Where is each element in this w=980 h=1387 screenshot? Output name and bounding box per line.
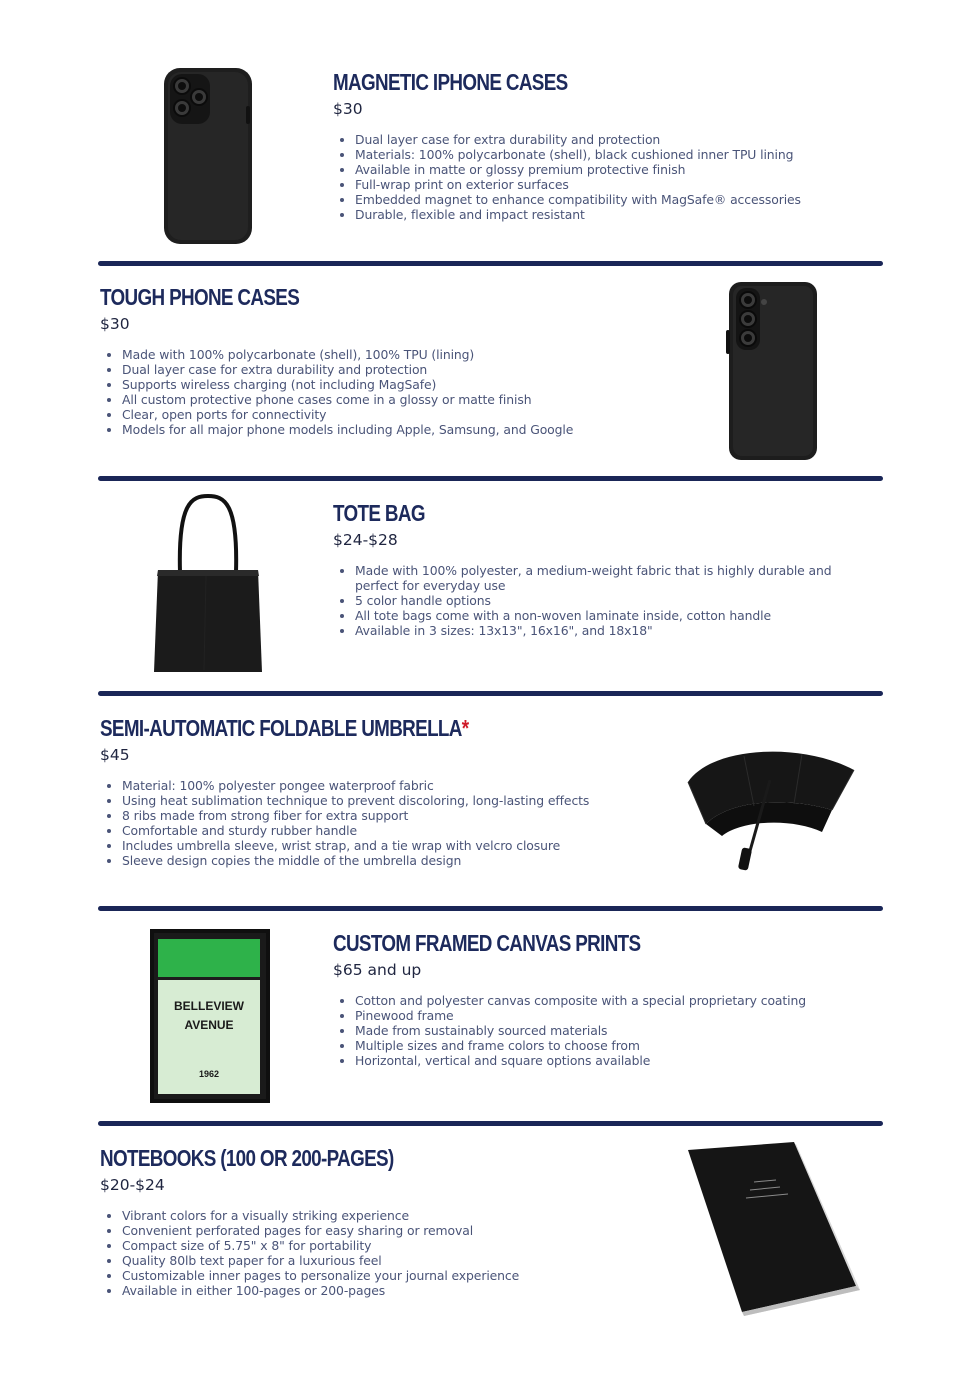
product-feature-list: [333, 563, 875, 638]
product-price: $20-$24: [100, 1176, 165, 1194]
product-title: TOUGH PHONE CASES: [100, 284, 300, 310]
feature-item: • Includes umbrella sleeve, wrist strap, and a tie wrap with velcro closure: [122, 838, 682, 853]
product-feature-list: [100, 347, 682, 437]
feature-item: • Made with 100% polycarbonate (shell), 100% TPU (lining): [122, 347, 682, 362]
feature-item: • Using heat sublimation technique to prevent discoloring, long-lasting effects: [122, 793, 682, 808]
section-divider: [98, 691, 883, 696]
feature-item: • Clear, open ports for connectivity: [122, 407, 682, 422]
tote-bag-image: [150, 492, 266, 674]
section-divider: [98, 1121, 883, 1126]
feature-item: • All tote bags come with a non-woven laminate inside, cotton handle: [355, 608, 875, 623]
feature-item: • 5 color handle options: [355, 593, 875, 608]
feature-item: • Available in 3 sizes: 13x13", 16x16", and 18x18": [355, 623, 875, 638]
product-title: MAGNETIC IPHONE CASES: [333, 69, 568, 95]
canvas-year: 1962: [198, 1069, 220, 1079]
footnote-marker: *: [461, 715, 469, 741]
product-title: CUSTOM FRAMED CANVAS PRINTS: [333, 930, 641, 956]
feature-item: • Materials: 100% polycarbonate (shell), black cushioned inner TPU lining: [355, 147, 875, 162]
product-feature-list: [100, 778, 682, 868]
product-feature-list: [100, 1208, 682, 1298]
canvas-line1: BELLEVIEW: [173, 999, 244, 1013]
product-title: TOTE BAG: [333, 500, 425, 526]
feature-item: • Embedded magnet to enhance compatibility with MagSafe® accessories: [355, 192, 875, 207]
product-price: $65 and up: [333, 961, 422, 979]
product-feature-list: [333, 993, 875, 1068]
feature-item: • All custom protective phone cases come in a glossy or matte finish: [122, 392, 682, 407]
feature-item: • Vibrant colors for a visually striking experience: [122, 1208, 682, 1223]
tough-phone-case-image: [726, 280, 820, 462]
feature-item: • Dual layer case for extra durability and protection: [122, 362, 682, 377]
feature-item: • Full-wrap print on exterior surfaces: [355, 177, 875, 192]
feature-item: • Durable, flexible and impact resistant: [355, 207, 875, 222]
feature-item: • Supports wireless charging (not including MagSafe): [122, 377, 682, 392]
feature-item: • Dual layer case for extra durability and protection: [355, 132, 875, 147]
framed-canvas-image: [148, 927, 272, 1105]
product-feature-list: [333, 132, 875, 222]
section-divider: [98, 261, 883, 266]
product-price: $24-$28: [333, 531, 398, 549]
feature-item: • Available in either 100-pages or 200-pages: [122, 1283, 682, 1298]
feature-item: • Pinewood frame: [355, 1008, 875, 1023]
product-price: $30: [333, 100, 363, 118]
product-price: $45: [100, 746, 130, 764]
product-price: $30: [100, 315, 130, 333]
feature-item: • Quality 80lb text paper for a luxurious feel: [122, 1253, 682, 1268]
feature-item: • Convenient perforated pages for easy sharing or removal: [122, 1223, 682, 1238]
product-title: [100, 715, 468, 742]
feature-item: • Compact size of 5.75" x 8" for portability: [122, 1238, 682, 1253]
section-divider: [98, 476, 883, 481]
magnetic-iphone-case-image: [160, 66, 256, 246]
canvas-line2: AVENUE: [184, 1018, 234, 1032]
feature-item: • Models for all major phone models including Apple, Samsung, and Google: [122, 422, 682, 437]
umbrella-image: [682, 740, 862, 880]
feature-item: • 8 ribs made from strong fiber for extra support: [122, 808, 682, 823]
feature-item: • Horizontal, vertical and square options available: [355, 1053, 875, 1068]
feature-item: • Comfortable and sturdy rubber handle: [122, 823, 682, 838]
feature-item: • Multiple sizes and frame colors to choose from: [355, 1038, 875, 1053]
product-title-text: SEMI-AUTOMATIC FOLDABLE UMBRELLA: [100, 715, 462, 741]
feature-item: • Sleeve design copies the middle of the umbrella design: [122, 853, 682, 868]
section-divider: [98, 906, 883, 911]
feature-item: • Available in matte or glossy premium protective finish: [355, 162, 875, 177]
feature-item: • Made from sustainably sourced materials: [355, 1023, 875, 1038]
product-title: NOTEBOOKS (100 OR 200-PAGES): [100, 1145, 394, 1171]
notebook-image: [684, 1140, 864, 1320]
feature-item: • Customizable inner pages to personalize your journal experience: [122, 1268, 682, 1283]
feature-item: • Made with 100% polyester, a medium-weight fabric that is highly durable and perfect for everyday use: [355, 563, 875, 593]
feature-item: • Cotton and polyester canvas composite with a special proprietary coating: [355, 993, 875, 1008]
feature-item: • Material: 100% polyester pongee waterproof fabric: [122, 778, 682, 793]
